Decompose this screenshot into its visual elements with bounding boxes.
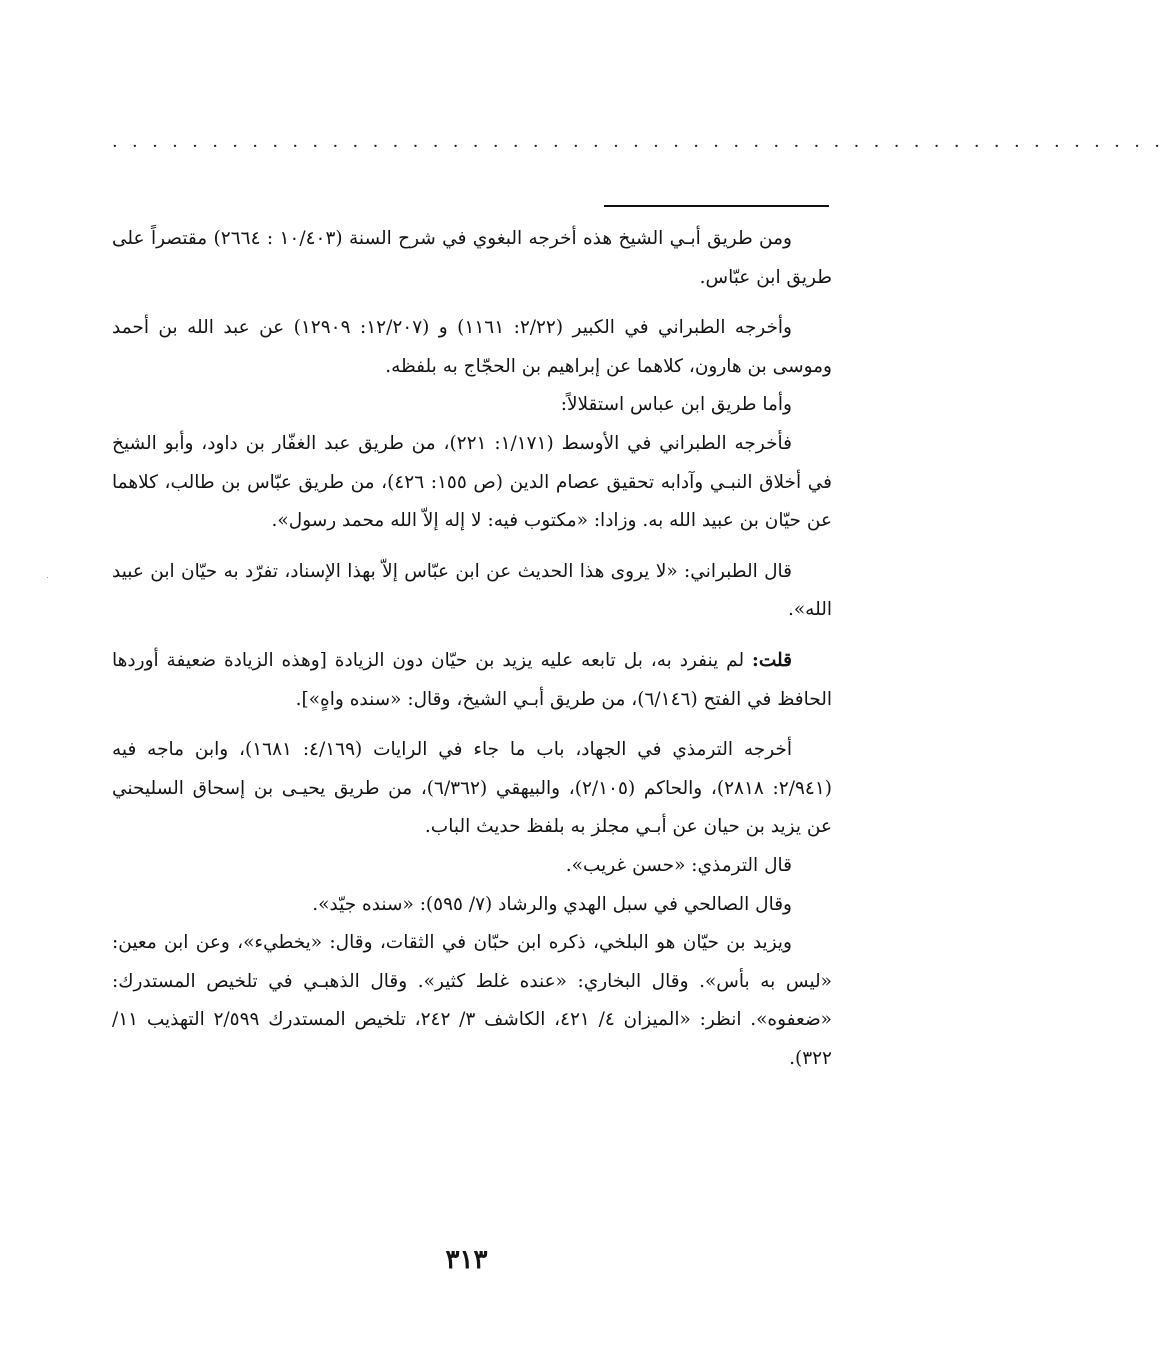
paragraph-text: قال الترمذي: «حسن غريب». [565,854,792,876]
paragraph-text: وقال الصالحي في سبل الهدي والرشاد (٧/ ٥٩٥): «سنده جيّد». [312,893,792,915]
paragraph [112,386,832,425]
paragraph-text: وأما طريق ابن عباس استقلالاً: [560,394,792,416]
paragraph [112,642,832,719]
paragraph-text: أخرجه الترمذي في الجهاد، باب ما جاء في الرايات (٤/١٦٩: ١٦٨١)، وابن ماجه فيه (٢/٩٤١: ٢٨١٨)، والحاكم (٢/١٠٥)، والبيهقي (٦/٣٦٢)، من طريق يحيـى بن إسحاق السليحني عن يزيد بن حيان عن أبـي مجلز به بلفظ حديث الباب. [112,739,832,838]
paragraph-text: وأخرجه الطبراني في الكبير (٢/٢٢: ١١٦١) و (١٢/٢٠٧: ١٢٩٠٩) عن عبد الله بن أحمد وموسى بن هارون، كلاهما عن إبراهيم بن الحجّاج به بلفظه. [112,317,832,377]
paragraph-text: ومن طريق أبـي الشيخ هذه أخرجه البغوي في شرح السنة (١٠/٤٠٣ : ٢٦٦٤) مقتصراً على طريق ابن عبّاس. [112,228,832,288]
paragraph-lead: قلت: [752,649,792,671]
paragraph-text: لم ينفرد به، بل تابعه عليه يزيد بن حيّان دون الزيادة [وهذه الزيادة ضعيفة أوردها الحافظ في الفتح (٦/١٤٦)، من طريق أبـي الشيخ، وقال: «سنده واهٍ»]. [112,649,832,710]
paragraph [112,731,832,847]
paragraph [112,924,832,1078]
footnote-body [112,220,832,1078]
paragraph [112,847,832,886]
dotted-separator: · · · · · · · · · · · · · · · · · · · · · · · · · · · · · · · · · · · · · · · · · · · · · · · · · · · · · [112,136,1164,157]
paragraph-text: فأخرجه الطبراني في الأوسط (١/١٧١: ٢٢١)، من طريق عبد الغفّار بن داود، وأبو الشيخ في أخلاق النبـي وآدابه تحقيق عصام الدين (ص ١٥٥: ٤٢٦)، من طريق عبّاس بن طالب، كلاهما عن حيّان بن عبيد الله به. وزادا: «مكتوب فيه: لا إله إلاّ الله محمد رسول». [112,432,832,532]
paragraph [112,309,832,386]
paragraph-text: قال الطبراني: «لا يروى هذا الحديث عن ابن عبّاس إلاّ بهذا الإسناد، تفرّد به حيّان ابن عبيد الله». [112,560,832,621]
paragraph [112,425,832,541]
paragraph [112,553,832,630]
paragraph [112,220,832,297]
margin-mark [47,577,48,578]
page-number: ٣١٣ [445,1245,488,1275]
footnote-rule [604,205,829,207]
paragraph [112,886,832,925]
paragraph-text: ويزيد بن حيّان هو البلخي، ذكره ابن حبّان في الثقات، وقال: «يخطيء»، وعن ابن معين: «ليس به بأس». وقال البخاري: «عنده غلط كثير». وقال الذهبـي في تلخيص المستدرك: «ضعفوه». انظر: «الميزان ٤/ ٤٢١، الكاشف ٣/ ٢٤٢، تلخيص المستدرك ٢/٥٩٩ التهذيب ١١/ ٣٢٢). [112,932,832,1069]
